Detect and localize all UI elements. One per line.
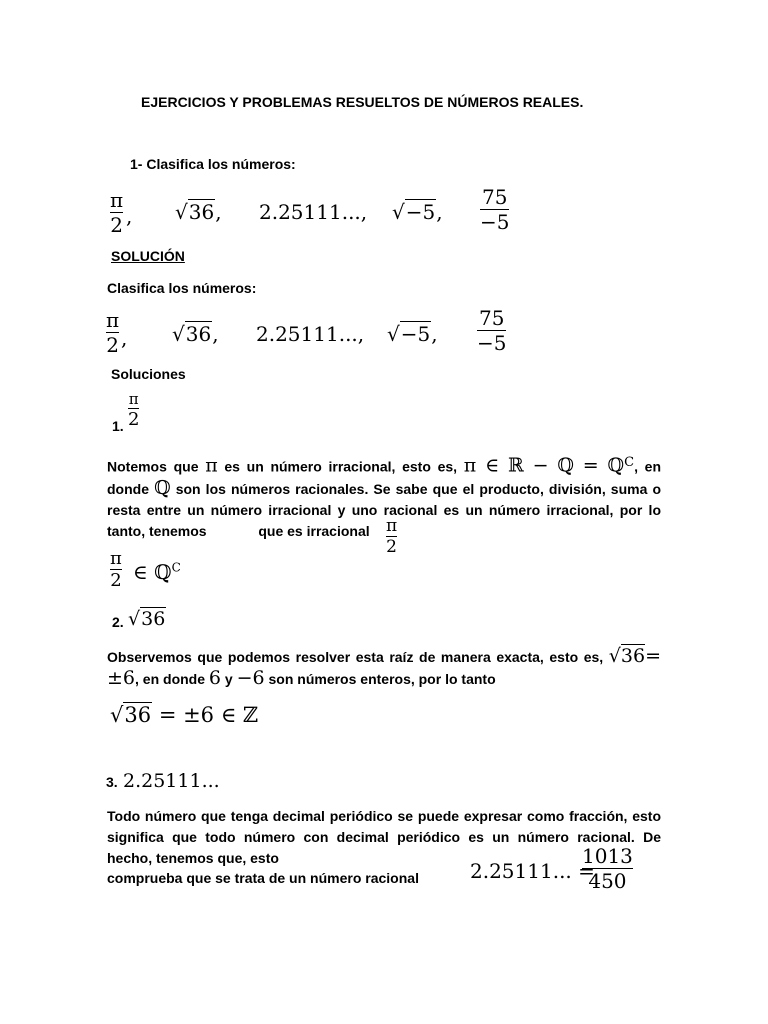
clasifica-heading: Clasifica los números: (107, 280, 257, 296)
item-2-paragraph: Observemos que podemos resolver esta raíz de manera exacta, esto es, √36= ±6, en donde 6 y −6 son números enteros, por lo tanto (107, 645, 661, 689)
radicand: −5 (405, 200, 436, 224)
numerator: 75 (479, 306, 505, 330)
pi-membership-expr: π ∈ ℝ − ℚ = ℚ (463, 454, 625, 477)
item-1-label: 1. (112, 418, 124, 434)
inline-fraction-pi-over-2: π 2 (386, 516, 398, 557)
radicand: 36 (188, 200, 215, 224)
periodic-decimal: 2.25111..., (256, 322, 365, 346)
result-fraction-pi-over-2: π 2 (110, 548, 122, 591)
periodic-decimal: 2.25111..., (259, 200, 368, 224)
solucion-heading: SOLUCIÓN (111, 248, 185, 264)
sqrt-minus-5: √−5, (387, 322, 438, 346)
radicand: −5 (400, 322, 431, 346)
item-3-label: 3. (106, 774, 118, 790)
fraction-1013-over-450 (582, 844, 633, 893)
item-2-sqrt-36: √36 (128, 608, 166, 630)
denominator: −5 (477, 331, 507, 355)
item-3-conclusion: comprueba que se trata de un número racional (107, 870, 419, 886)
item-2-result: √36 = ±6 ∈ ℤ (110, 703, 259, 727)
item-3-value: 2.25111... (123, 770, 220, 792)
pi-symbol: π (205, 454, 218, 477)
sqrt-36: √36, (172, 322, 219, 346)
numerator: π (110, 188, 124, 212)
sqrt-minus-5: √−5, (392, 200, 443, 224)
fraction-75-over-minus-5 (480, 185, 509, 234)
soluciones-heading: Soluciones (111, 366, 186, 382)
exercise-1-label: 1- Clasifica los números: (130, 156, 296, 172)
numerator: 1013 (582, 844, 633, 868)
fraction-75-over-minus-5 (477, 306, 506, 355)
denominator: 2 (106, 333, 119, 357)
separator: , (126, 204, 133, 228)
item-2-label: 2. (112, 614, 124, 630)
rationals-symbol: ℚ (154, 476, 171, 499)
fraction-pi-over-2 (110, 188, 123, 237)
fraction-pi-over-2: π 2 (128, 390, 140, 430)
fraction-pi-over-2 (106, 308, 119, 357)
sqrt-36: √36, (175, 200, 222, 224)
document-title: EJERCICIOS Y PROBLEMAS RESUELTOS DE NÚMEROS REALES. (141, 94, 584, 110)
item-1-result: ∈ ℚ$^C$ (133, 560, 181, 584)
numerator: π (106, 308, 120, 332)
item-1-paragraph: Notemos que π es un número irracional, esto es, π ∈ ℝ − ℚ = ℚ$^C$, en donde ℚ son los números racionales. Se sabe que el producto, división, suma o resta entre un número irracional y uno racional es un número irracional, por lo tanto, tenemos que es irracional (107, 454, 662, 539)
radicand: 36 (185, 322, 212, 346)
numerator: 75 (482, 185, 508, 209)
denominator: −5 (480, 210, 510, 234)
item-3-paragraph: Todo número que tenga decimal periódico se puede expresar como fracción, esto significa que todo número con decimal periódico es un número racional. De hecho, tenemos que, esto (107, 808, 661, 866)
item-3-lhs: 2.25111... = (470, 859, 595, 883)
denominator: 2 (110, 213, 123, 237)
denominator: 450 (588, 869, 627, 893)
separator: , (121, 326, 128, 350)
